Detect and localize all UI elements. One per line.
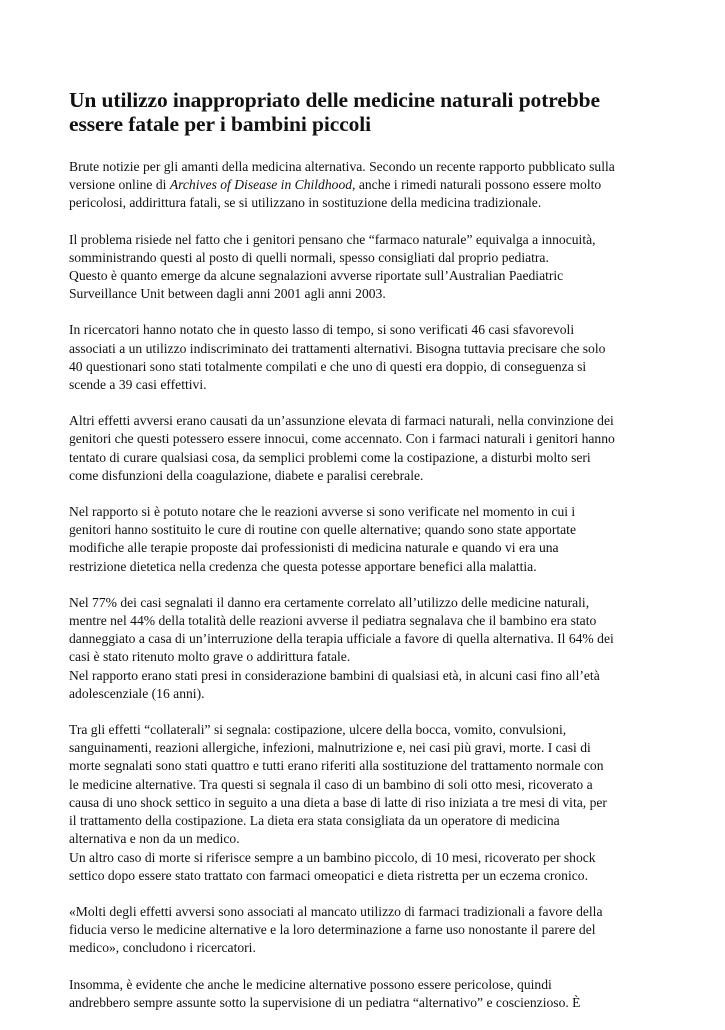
article-title: [69, 88, 669, 136]
text-line: pericolosi, addirittura fatali, se si utilizzano in sostituzione della medicina tradizionale.: [69, 195, 542, 211]
paragraph-4: [69, 412, 669, 485]
text-line: fiducia verso le medicine alternative e la loro determinazione a farne uso nonostante il parere del: [69, 922, 596, 938]
journal-name: Archives of Disease in Childhood: [169, 177, 353, 193]
text-line: Nel rapporto si è potuto notare che le reazioni avverse si sono verificate nel momento in cui i: [69, 504, 576, 520]
text-line: casi è stato ritenuto molto grave o addirittura fatale.: [69, 649, 351, 665]
text-line: morte segnalati sono stati quattro e tutti erano riferiti alla sostituzione del trattamento normale con: [69, 758, 604, 774]
title-line: Un utilizzo inappropriato delle medicine naturali potrebbe: [69, 88, 600, 112]
text-line: Altri effetti avversi erano causati da un’assunzione elevata di farmaci naturali, nella convinzione dei: [69, 413, 614, 429]
text-line: mentre nel 44% della totalità delle reazioni avverse il pediatra segnalava che il bambino era stato: [69, 613, 597, 629]
text-line: Surveillance Unit between dagli anni 2001 agli anni 2003.: [69, 286, 386, 302]
text-line: tentato di curare qualsiasi cosa, da semplici problemi come la costipazione, a disturbi molto seri: [69, 449, 591, 465]
text-line: danneggiato a casa di un’interruzione della terapia ufficiale a favore di quella alternativa. Il 64% dei: [69, 631, 614, 647]
text-line: sanguinamenti, reazioni allergiche, infezioni, malnutrizione e, nei casi più gravi, morte. I casi di: [69, 740, 591, 756]
text-line: il trattamento della costipazione. La dieta era stata consigliata da un operatore di medicina: [69, 813, 560, 829]
title-line: essere fatale per i bambini piccoli: [69, 112, 372, 136]
text-line: Il problema risiede nel fatto che i genitori pensano che “farmaco naturale” equivalga a innocuità,: [69, 231, 596, 247]
text-line: Nel rapporto erano stati presi in considerazione bambini di qualsiasi età, in alcuni casi fino all’età: [69, 667, 600, 683]
text-line: genitori che questi potessero essere innocui, come accennato. Con i farmaci naturali i genitori hanno: [69, 431, 615, 447]
document-page: [69, 88, 669, 1030]
text-line: Un altro caso di morte si riferisce sempre a un bambino piccolo, di 10 mesi, ricoverato per shock: [69, 849, 596, 865]
text-line: Nel 77% dei casi segnalati il danno era certamente correlato all’utilizzo delle medicine naturali,: [69, 594, 590, 610]
text-fragment: versione online di: [69, 177, 170, 193]
paragraph-2: [69, 231, 669, 304]
text-line: le medicine alternative. Tra questi si segnala il caso di un bambino di soli otto mesi, ricoverato a: [69, 776, 593, 792]
paragraph-7: [69, 721, 669, 885]
text-line: come disfunzioni della coagulazione, diabete e paralisi cerebrale.: [69, 467, 424, 483]
text-line: restrizione dietetica nella credenza che questa potesse apportare benefici alla malattia.: [69, 558, 537, 574]
text-line: «Molti degli effetti avversi sono associati al mancato utilizzo di farmaci tradizionali a favore della: [69, 903, 603, 919]
text-line: Questo è quanto emerge da alcune segnalazioni avverse riportate sull’Australian Paediatric: [69, 268, 564, 284]
text-fragment: , anche i rimedi naturali possono essere molto: [352, 177, 602, 193]
text-line: Brute notizie per gli amanti della medicina alternativa. Secondo un recente rapporto pubblicato sulla: [69, 159, 615, 174]
text-line: causa di uno shock settico in seguito a una dieta a base di latte di riso iniziata a tre mesi di vita, per: [69, 794, 607, 810]
paragraph-6: [69, 594, 669, 703]
text-line: [69, 176, 669, 194]
paragraph-3: [69, 321, 669, 394]
text-line: genitori hanno sostituito le cure di routine con quelle alternative; quando sono state apportate: [69, 522, 576, 538]
paragraph-1: [69, 158, 669, 213]
text-line: somministrando questi al posto di quelli normali, spesso consigliati dal proprio pediatra.: [69, 249, 549, 265]
text-line: In ricercatori hanno notato che in questo lasso di tempo, si sono verificati 46 casi sfavorevoli: [69, 322, 575, 338]
text-line: adolescenziale (16 anni).: [69, 685, 205, 701]
text-line: Insomma, è evidente che anche le medicine alternative possono essere pericolose, quindi: [69, 976, 552, 992]
text-line: Tra gli effetti “collaterali” si segnala: costipazione, ulcere della bocca, vomito, convulsioni,: [69, 722, 567, 738]
paragraph-5: [69, 503, 669, 576]
paragraph-8: [69, 903, 669, 958]
text-line: medico», concludono i ricercatori.: [69, 940, 256, 956]
text-line: 40 questionari sono stati totalmente compilati e che uno di questi era doppio, di conseguenza si: [69, 358, 587, 374]
text-line: modifiche alle terapie proposte dai professionisti di medicina naturale e quando vi era una: [69, 540, 559, 556]
text-line: andrebbero sempre assunte sotto la supervisione di un pediatra “alternativo” e coscienzioso. È: [69, 994, 581, 1010]
text-line: settico dopo essere stato trattato con farmaci omeopatici e dieta ristretta per un eczema cronico.: [69, 867, 588, 883]
paragraph-9: [69, 976, 669, 1012]
text-line: alternativa e non da un medico.: [69, 831, 240, 847]
text-line: associati a un utilizzo indiscriminato dei trattamenti alternativi. Bisogna tuttavia precisare che solo: [69, 340, 606, 356]
text-line: scende a 39 casi effettivi.: [69, 377, 207, 393]
